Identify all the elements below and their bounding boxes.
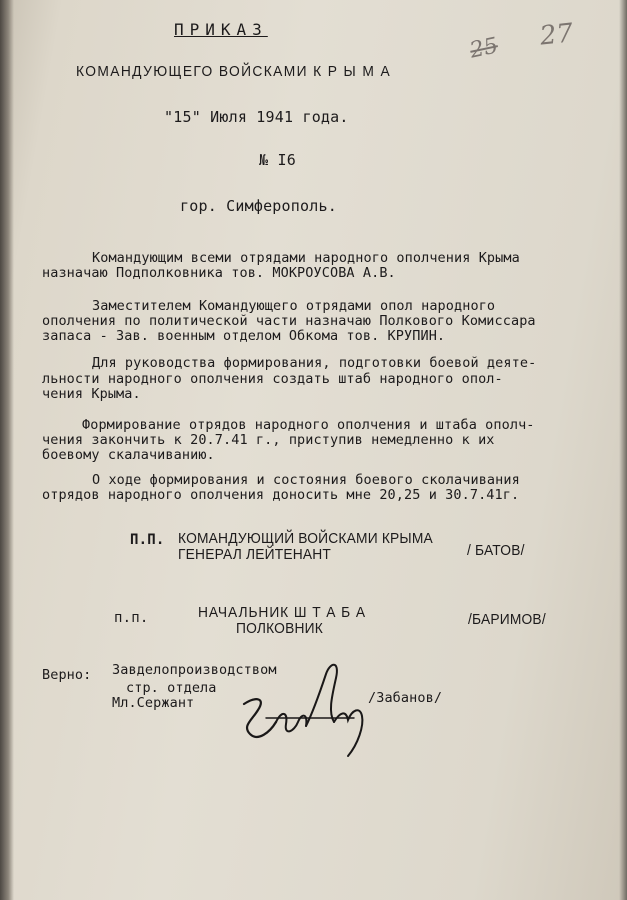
order-title: ПРИКАЗ — [174, 20, 268, 39]
verification-line-1: Завделопроизводством — [112, 662, 277, 678]
archive-crossed-number: 25 — [467, 33, 501, 64]
chief-name: /БАРИМОВ/ — [468, 611, 546, 628]
order-number: № I6 — [259, 151, 296, 169]
paragraph-1-line-1: Командующим всеми отрядами народного ополчения Крыма — [92, 250, 520, 266]
chief-title-line-2: ПОЛКОВНИК — [236, 620, 323, 637]
paragraph-3-line-3: чения Крыма. — [42, 386, 141, 402]
verification-line-3: Мл.Сержант — [112, 695, 195, 711]
verification-line-2: стр. отдела — [126, 680, 217, 696]
paragraph-2-line-2: ополчения по политической части назначаю Полкового Комиссара — [42, 313, 536, 329]
order-date: "15" Июля 1941 года. — [164, 108, 349, 126]
verification-label: Верно: — [42, 667, 92, 683]
paragraph-2-line-1: Заместителем Командующего отрядами опол народного — [92, 298, 496, 314]
page-left-shadow — [0, 0, 14, 900]
paragraph-4-line-1: Формирование отрядов народного ополчения и штаба ополч- — [82, 417, 535, 433]
paragraph-2-line-3: запаса - Зав. военным отделом Обкома тов. КРУПИН. — [42, 328, 446, 344]
paragraph-3-line-2: льности народного ополчения создать штаб народного опол- — [42, 371, 503, 387]
chief-pp-prefix: п.п. — [114, 610, 149, 626]
commander-name: / БАТОВ/ — [467, 542, 525, 559]
handwritten-signature — [236, 652, 386, 762]
commander-pp-prefix: П.П. — [130, 532, 165, 548]
paragraph-3-line-1: Для руководства формирования, подготовки боевой деяте- — [92, 355, 537, 371]
paragraph-1-line-2: назначаю Подполковника тов. МОКРОУСОВА А.В. — [42, 265, 396, 281]
paragraph-5-line-1: О ходе формирования и состояния боевого сколачивания — [92, 472, 520, 488]
order-city: гор. Симферополь. — [180, 197, 337, 215]
commander-title-line-1: КОМАНДУЮЩИЙ ВОЙСКАМИ КРЫМА — [178, 530, 433, 547]
page-right-shadow — [619, 0, 627, 900]
verification-name: /Забанов/ — [368, 690, 443, 706]
commander-title-line-2: ГЕНЕРАЛ ЛЕЙТЕНАНТ — [178, 546, 332, 563]
paragraph-4-line-3: боевому скалачиванию. — [42, 447, 215, 463]
paragraph-5-line-2: отрядов народного ополчения доносить мне 20,25 и 30.7.41г. — [42, 487, 520, 503]
archive-page-number: 27 — [538, 18, 575, 52]
chief-title-line-1: НАЧАЛЬНИК Ш Т А Б А — [198, 604, 367, 621]
paragraph-4-line-2: чения закончить к 20.7.41 г., приступив немедленно к их — [42, 432, 495, 448]
order-subtitle: КОМАНДУЮЩЕГО ВОЙСКАМИ К Р Ы М А — [76, 63, 392, 80]
